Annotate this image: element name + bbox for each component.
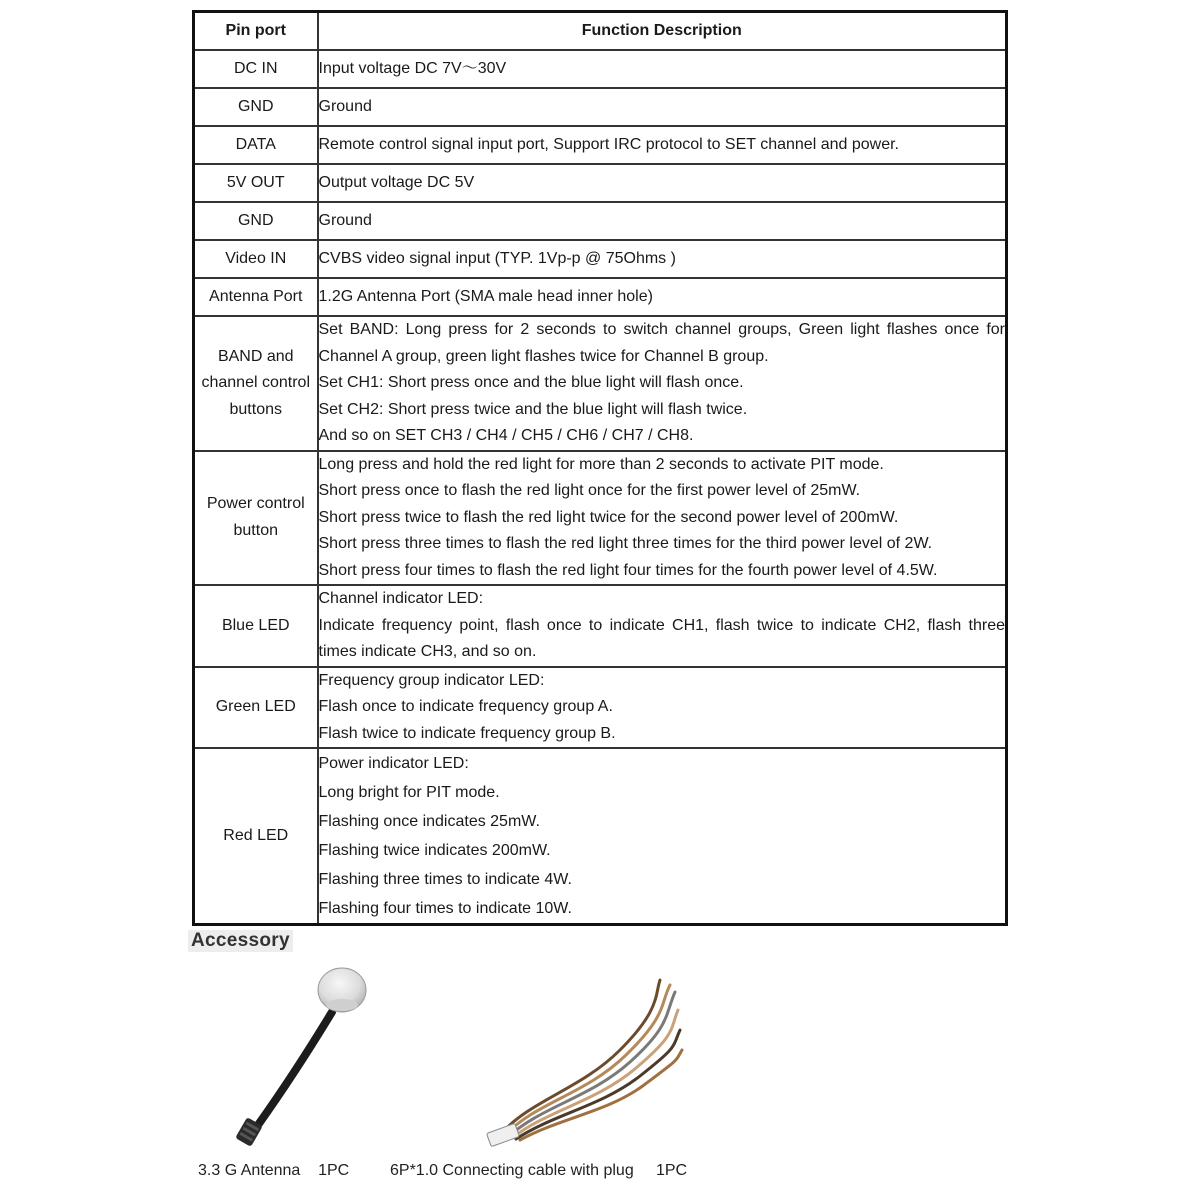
table-row — [194, 667, 1007, 749]
header-pin-port: Pin port — [194, 12, 318, 51]
desc-line: Remote control signal input port, Support IRC protocol to SET channel and power. — [318, 135, 899, 153]
pin-cell: Power control button — [194, 451, 318, 586]
desc-line: Channel indicator LED: — [318, 590, 484, 607]
accessory-name: 3.3 G Antenna — [198, 1162, 301, 1179]
accessory-qty: 1PC — [655, 1162, 688, 1179]
table-row — [194, 748, 1007, 925]
table-row — [194, 240, 1007, 278]
desc-cell — [318, 202, 1007, 240]
desc-line: Short press three times to flash the red light three times for the third power level of 2W. — [318, 535, 933, 552]
desc-cell — [318, 316, 1007, 451]
desc-line: Flashing twice indicates 200mW. — [318, 842, 551, 859]
desc-cell — [318, 50, 1007, 88]
desc-line: And so on SET CH3 / CH4 / CH5 / CH6 / CH7 / CH8. — [318, 427, 694, 444]
desc-line: Set CH1: Short press once and the blue light will flash once. — [318, 374, 744, 391]
desc-line: Input voltage DC 7V～30V — [318, 59, 507, 77]
desc-line: Power indicator LED: — [318, 755, 469, 772]
table-row — [194, 50, 1007, 88]
table-header-row — [194, 12, 1007, 51]
desc-line: Short press twice to flash the red light twice for the second power level of 200mW. — [318, 508, 899, 526]
table-row — [194, 202, 1007, 240]
pin-cell: Video IN — [194, 240, 318, 278]
desc-line: Ground — [318, 211, 372, 229]
desc-cell — [318, 278, 1007, 316]
desc-cell — [318, 667, 1007, 749]
pin-cell: 5V OUT — [194, 164, 318, 202]
desc-line: Long press and hold the red light for more than 2 seconds to activate PIT mode. — [318, 455, 884, 473]
desc-cell — [318, 126, 1007, 164]
desc-line: Flash twice to indicate frequency group B. — [318, 724, 616, 742]
desc-line: Output voltage DC 5V — [318, 173, 475, 191]
header-function-description: Function Description — [318, 12, 1007, 51]
desc-line: Flashing four times to indicate 10W. — [318, 900, 572, 917]
desc-line: Short press four times to flash the red light four times for the fourth power level of 4.5W. — [318, 561, 938, 579]
desc-line: Frequency group indicator LED: — [318, 671, 545, 689]
antenna-icon — [220, 960, 380, 1150]
accessory-qty: 1PC — [318, 1162, 350, 1179]
pin-cell: DATA — [194, 126, 318, 164]
desc-line: Short press once to flash the red light once for the first power level of 25mW. — [318, 482, 861, 499]
table-row — [194, 126, 1007, 164]
desc-line: 1.2G Antenna Port (SMA male head inner hole) — [318, 287, 653, 305]
table-row — [194, 585, 1007, 667]
desc-line: Indicate frequency point, flash once to indicate CH1, flash twice to indicate CH2, flash three times indicate CH3, and so on. — [318, 616, 1005, 660]
pin-cell: GND — [194, 88, 318, 126]
table-row — [194, 316, 1007, 451]
accessory-caption-cable — [390, 1162, 687, 1180]
desc-cell — [318, 164, 1007, 202]
desc-line: Set CH2: Short press twice and the blue light will flash twice. — [318, 400, 748, 418]
cable-icon — [470, 970, 690, 1150]
pin-cell: DC IN — [194, 50, 318, 88]
accessory-caption-antenna — [198, 1162, 349, 1180]
table-row — [194, 451, 1007, 586]
desc-cell — [318, 451, 1007, 586]
desc-line: Flashing three times to indicate 4W. — [318, 871, 572, 888]
desc-line: Flash once to indicate frequency group A. — [318, 698, 613, 715]
desc-line: Flashing once indicates 25mW. — [318, 813, 540, 830]
pin-cell: Blue LED — [194, 585, 318, 667]
desc-cell — [318, 748, 1007, 925]
desc-cell — [318, 240, 1007, 278]
pin-cell: Red LED — [194, 748, 318, 925]
pin-cell: GND — [194, 202, 318, 240]
pin-cell: BAND and channel control buttons — [194, 316, 318, 451]
pin-cell: Green LED — [194, 667, 318, 749]
desc-line: Set BAND: Long press for 2 seconds to switch channel groups, Green light flashes once for Channel A group, green light flashes twice for Channel B group. — [318, 321, 1005, 365]
desc-line: CVBS video signal input (TYP. 1Vp-p @ 75Ohms ) — [318, 249, 676, 267]
accessory-heading: Accessory — [188, 930, 293, 952]
pin-function-table — [192, 10, 1008, 926]
table-row — [194, 164, 1007, 202]
desc-line: Ground — [318, 97, 372, 115]
desc-line: Long bright for PIT mode. — [318, 784, 500, 801]
desc-cell — [318, 585, 1007, 667]
pin-cell: Antenna Port — [194, 278, 318, 316]
desc-cell — [318, 88, 1007, 126]
table-row — [194, 278, 1007, 316]
accessory-name: 6P*1.0 Connecting cable with plug — [390, 1162, 634, 1179]
table-row — [194, 88, 1007, 126]
